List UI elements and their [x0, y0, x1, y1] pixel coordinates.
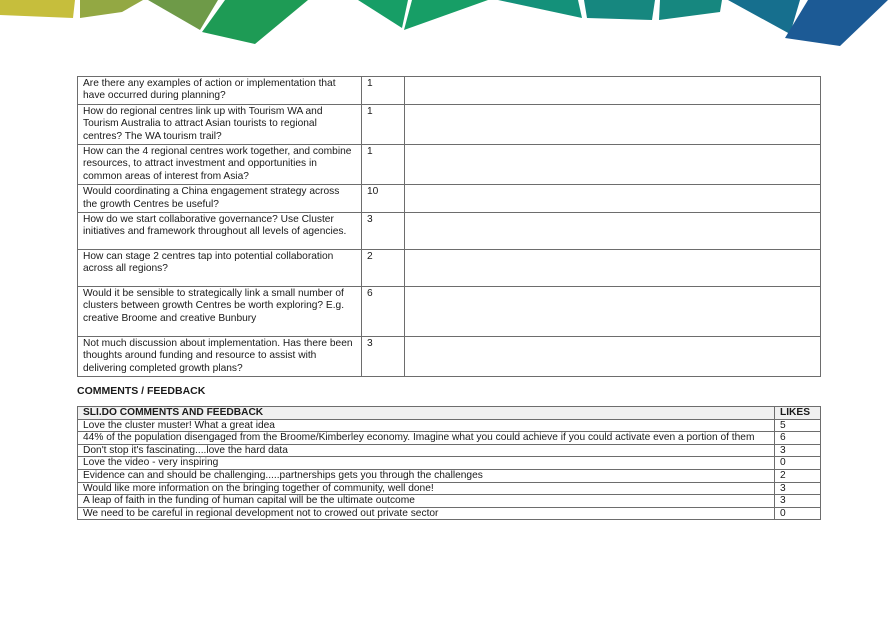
question-votes: 1: [362, 145, 405, 185]
question-row: [78, 77, 821, 105]
question-votes: 10: [362, 185, 405, 213]
question-text: How do we start collaborative governance? Use Cluster initiatives and framework throughout all levels of agencies.: [78, 213, 362, 250]
banner-shape: [0, 0, 75, 18]
comment-row: [78, 469, 821, 482]
comment-text: 44% of the population disengaged from the Broome/Kimberley economy. Imagine what you could achieve if you could activate even a portion of them: [78, 432, 775, 445]
question-row: [78, 337, 821, 377]
comment-likes: 2: [775, 469, 821, 482]
comment-likes: 3: [775, 444, 821, 457]
question-text: Are there any examples of action or implementation that have occurred during planning?: [78, 77, 362, 105]
banner-shape: [728, 0, 800, 34]
question-notes: [405, 145, 821, 185]
question-notes: [405, 185, 821, 213]
banner-shape: [584, 0, 655, 20]
question-notes: [405, 77, 821, 105]
comment-row: [78, 495, 821, 508]
question-votes: 1: [362, 77, 405, 105]
question-text: Not much discussion about implementation. Has there been thoughts around funding and resource to assist with delivering completed growth plans?: [78, 337, 362, 377]
question-row: [78, 104, 821, 144]
comment-text: Love the video - very inspiring: [78, 457, 775, 470]
comment-row: [78, 482, 821, 495]
banner-shape: [80, 0, 143, 18]
question-text: Would coordinating a China engagement strategy across the growth Centres be useful?: [78, 185, 362, 213]
likes-column-header: LIKES: [775, 407, 821, 420]
question-votes: 6: [362, 287, 405, 337]
comments-table: [77, 406, 821, 520]
comment-likes: 3: [775, 495, 821, 508]
question-notes: [405, 213, 821, 250]
question-votes: 2: [362, 250, 405, 287]
banner-shape: [358, 0, 408, 28]
question-votes: 3: [362, 337, 405, 377]
question-text: How can the 4 regional centres work together, and combine resources, to attract investment and opportunities in common areas of interest from Asia?: [78, 145, 362, 185]
question-text: How can stage 2 centres tap into potential collaboration across all regions?: [78, 250, 362, 287]
question-notes: [405, 287, 821, 337]
comment-likes: 3: [775, 482, 821, 495]
comment-row: [78, 507, 821, 520]
question-row: [78, 145, 821, 185]
comment-likes: 0: [775, 507, 821, 520]
comment-column-header: SLI.DO COMMENTS AND FEEDBACK: [78, 407, 775, 420]
question-row: [78, 213, 821, 250]
question-votes: 3: [362, 213, 405, 250]
question-row: [78, 250, 821, 287]
banner-shape: [404, 0, 488, 30]
question-notes: [405, 337, 821, 377]
comment-row: [78, 432, 821, 445]
question-text: Would it be sensible to strategically link a small number of clusters between growth Centres be worth exploring? E.g. creative Broome and creative Bunbury: [78, 287, 362, 337]
comment-text: Don't stop it's fascinating....love the hard data: [78, 444, 775, 457]
comment-text: Evidence can and should be challenging.....partnerships gets you through the challenges: [78, 469, 775, 482]
comment-likes: 6: [775, 432, 821, 445]
questions-table: [77, 76, 821, 377]
comment-row: [78, 419, 821, 432]
question-notes: [405, 250, 821, 287]
comment-text: Love the cluster muster! What a great idea: [78, 419, 775, 432]
header-banner: [0, 0, 896, 50]
banner-shape: [202, 0, 308, 44]
comment-text: Would like more information on the bringing together of community, well done!: [78, 482, 775, 495]
comments-section-title: COMMENTS / FEEDBACK: [77, 385, 206, 397]
banner-shape: [785, 0, 888, 46]
question-votes: 1: [362, 104, 405, 144]
question-row: [78, 185, 821, 213]
question-row: [78, 287, 821, 337]
question-text: How do regional centres link up with Tourism WA and Tourism Australia to attract Asian tourists to regional centres? The WA tourism trail?: [78, 104, 362, 144]
comment-text: A leap of faith in the funding of human capital will be the ultimate outcome: [78, 495, 775, 508]
comment-row: [78, 457, 821, 470]
banner-shape: [498, 0, 582, 18]
comment-text: We need to be careful in regional development not to crowed out private sector: [78, 507, 775, 520]
question-notes: [405, 104, 821, 144]
banner-shape: [659, 0, 722, 20]
comment-row: [78, 444, 821, 457]
comments-header-row: [78, 407, 821, 420]
comment-likes: 5: [775, 419, 821, 432]
comment-likes: 0: [775, 457, 821, 470]
